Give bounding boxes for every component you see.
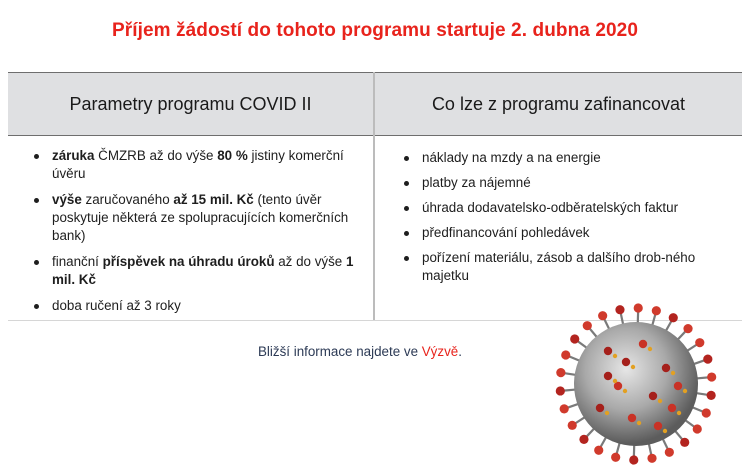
left-column-header: Parametry programu COVID II — [69, 94, 312, 114]
parameter-item — [28, 147, 358, 183]
parameter-item-text: zaručovaného — [81, 192, 174, 207]
financing-item: platby za nájemné — [398, 174, 718, 192]
parameter-item-text: záruka — [52, 148, 95, 163]
parameter-item-text: finanční — [52, 254, 103, 269]
parameter-item-text: výše — [52, 192, 82, 207]
parameter-item-text: 1 mil. Kč — [52, 254, 354, 287]
more-info-prefix: Bližší informace najdete ve — [258, 344, 422, 359]
page-title: Příjem žádostí do tohoto programu startuje 2. dubna 2020 — [111, 20, 639, 41]
financing-item: předfinancování pohledávek — [398, 224, 718, 242]
more-info-note — [258, 344, 462, 359]
parameter-item-text: až do výše — [274, 254, 346, 269]
parameter-item — [28, 253, 358, 289]
parameter-item-text: doba ručení až 3 roky — [52, 298, 181, 313]
right-column-header: Co lze z programu zafinancovat — [431, 94, 686, 114]
coronavirus-icon — [548, 296, 724, 465]
program-table — [8, 72, 742, 321]
parameter-item-text: jistiny komerční úvěru — [52, 148, 344, 181]
parameter-item-text: (tento úvěr poskytuje některá ze spolupracujících komerčních bank) — [52, 192, 349, 243]
parameter-item-text: 80 % — [217, 148, 248, 163]
parameter-item — [28, 191, 358, 245]
parameter-item-text: ČMZRB až do výše — [94, 148, 218, 163]
financing-item: náklady na mzdy a na energie — [398, 149, 718, 167]
parameter-item-text: až 15 mil. Kč — [173, 192, 254, 207]
financing-item: pořízení materiálu, zásob a dalšího drob-ného majetku — [398, 249, 718, 285]
parameters-list — [28, 147, 358, 323]
financing-item: úhrada dodavatelsko-odběratelských faktur — [398, 199, 718, 217]
parameter-item-text: příspěvek na úhradu úroků — [102, 254, 275, 269]
more-info-suffix: . — [458, 344, 462, 359]
financing-list — [398, 149, 718, 292]
parameter-item — [28, 297, 358, 315]
call-link[interactable]: Výzvě — [421, 344, 459, 359]
